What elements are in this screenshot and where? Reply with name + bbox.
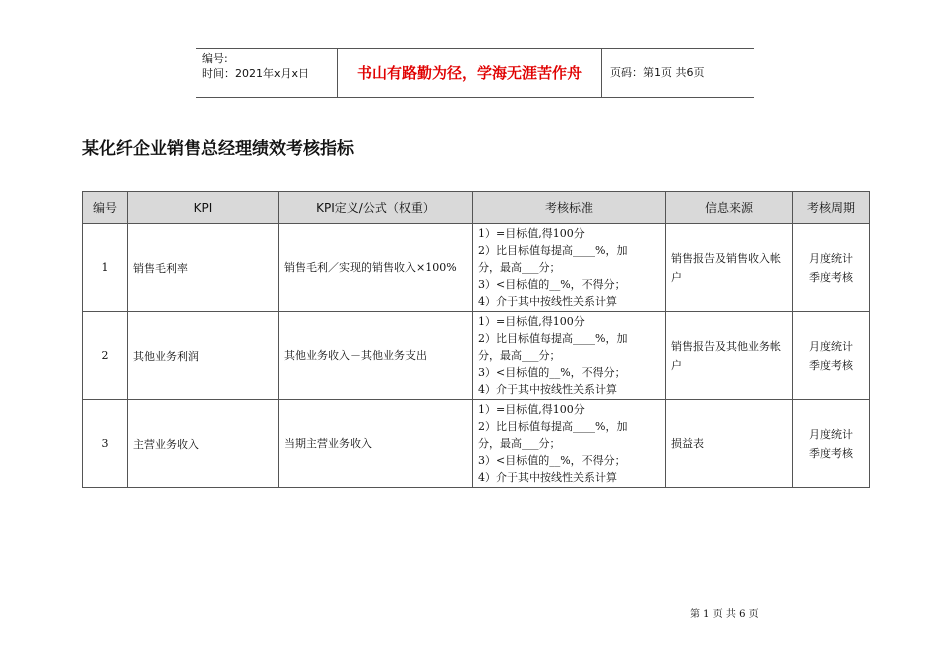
row-number: 1 [83,224,128,312]
period-line: 季度考核 [809,270,853,284]
header-page-number: 页码：第1页 共6页 [610,66,705,79]
table-row [83,400,870,488]
criteria-line: 4）介于其中按线性关系计算 [478,295,617,308]
criteria-line: 分，最高___分； [478,437,561,450]
criteria-line: 1）=目标值,得100分 [478,403,585,416]
kpi-table [82,191,870,488]
kpi-period [793,312,870,400]
row-number: 2 [83,312,128,400]
header-number: 编号 [83,192,128,224]
criteria-line: 1）=目标值,得100分 [478,315,585,328]
criteria-line: 3）<目标值的__%，不得分； [478,366,626,379]
kpi-period [793,400,870,488]
period-line: 月度统计 [809,339,853,353]
criteria-line: 4）介于其中按线性关系计算 [478,471,617,484]
time-label: 时间：2021年x月x日 [202,67,310,80]
criteria-line: 分，最高___分； [478,261,561,274]
kpi-period [793,224,870,312]
kpi-name: 销售毛利率 [128,224,279,312]
table-row [83,312,870,400]
criteria-line: 2）比目标值每提高____%，加 [478,420,628,433]
kpi-criteria [473,312,666,400]
kpi-name: 其他业务利润 [128,312,279,400]
page-footer: 第 1 页 共 6 页 [690,609,759,620]
row-number: 3 [83,400,128,488]
criteria-line: 1）=目标值,得100分 [478,227,585,240]
kpi-criteria [473,224,666,312]
header-meta [202,51,309,81]
header-divider [601,49,602,97]
number-label: 编号: [202,52,228,65]
header-criteria: 考核标准 [473,192,666,224]
period-line: 季度考核 [809,358,853,372]
kpi-definition: 销售毛利／实现的销售收入×100% [279,224,473,312]
kpi-criteria [473,400,666,488]
kpi-source: 销售报告及其他业务帐户 [666,312,793,400]
header-source: 信息来源 [666,192,793,224]
criteria-line: 2）比目标值每提高____%，加 [478,244,628,257]
criteria-line: 3）<目标值的__%，不得分； [478,454,626,467]
document-title: 某化纤企业销售总经理绩效考核指标 [82,139,354,159]
kpi-source: 销售报告及销售收入帐户 [666,224,793,312]
table-header-row [83,192,870,224]
criteria-line: 2）比目标值每提高____%，加 [478,332,628,345]
criteria-line: 分，最高___分； [478,349,561,362]
kpi-definition: 当期主营业务收入 [279,400,473,488]
criteria-line: 4）介于其中按线性关系计算 [478,383,617,396]
kpi-name: 主营业务收入 [128,400,279,488]
period-line: 月度统计 [809,251,853,265]
header-kpi: KPI [128,192,279,224]
period-line: 月度统计 [809,427,853,441]
criteria-line: 3）<目标值的__%，不得分； [478,278,626,291]
kpi-definition: 其他业务收入－其他业务支出 [279,312,473,400]
table-row [83,224,870,312]
header-slogan: 书山有路勤为径，学海无涯苦作舟 [356,64,582,82]
kpi-source: 损益表 [666,400,793,488]
page-header [196,48,754,98]
header-definition: KPI定义/公式（权重） [279,192,473,224]
header-period: 考核周期 [793,192,870,224]
period-line: 季度考核 [809,446,853,460]
